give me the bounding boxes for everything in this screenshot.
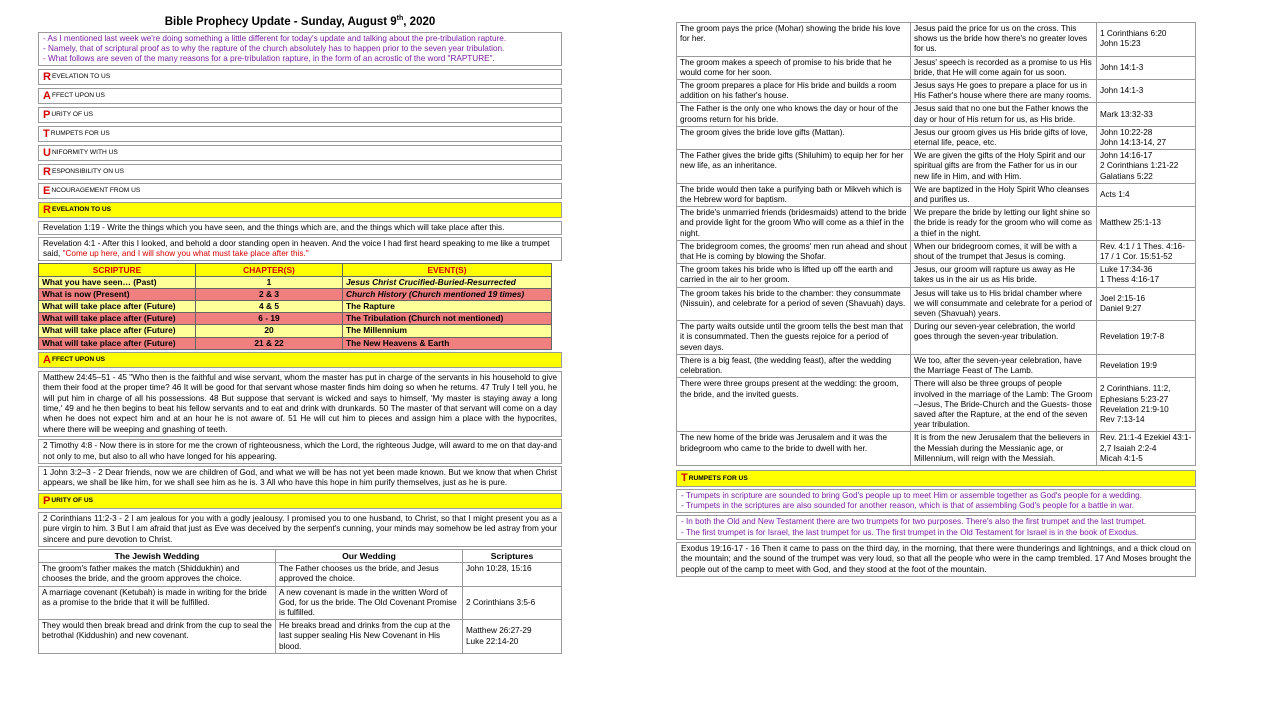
acrostic-item: R EVELATION TO US: [38, 69, 562, 85]
table-cell: The groom pays the price (Mohar) showing the bride his love for her.: [677, 23, 911, 57]
table-cell: John 14:1-3: [1097, 56, 1196, 79]
table-cell: 2 Corinthians 3:5-6: [463, 586, 562, 620]
table-header: CHAPTER(S): [196, 264, 343, 276]
table-cell: Matthew 25:1-13: [1097, 207, 1196, 241]
table-cell: Matthew 26:27-29 Luke 22:14-20: [463, 620, 562, 654]
table-row: [677, 321, 1196, 355]
section-heading-trumpets: T RUMPETS FOR US: [676, 470, 1196, 487]
table-cell: A marriage covenant (Ketubah) is made in writing for the bride as a promise to the bride that it will be fulfilled.: [39, 586, 276, 620]
trumpets-notes: [676, 489, 1196, 513]
table-cell: We prepare the bride by letting our light shine so the bride is ready for the groom who will come as a thief in the night.: [911, 207, 1097, 241]
table-row: [677, 432, 1196, 466]
acrostic-item: U NIFORMITY WITH US: [38, 145, 562, 161]
table-cell: The groom takes his bride to the chamber: they consummate (Nissuin), and celebrate for a period of seven (Shavuah) days.: [677, 287, 911, 321]
table-row: [677, 378, 1196, 432]
acrostic-item: E NCOURAGEMENT FROM US: [38, 183, 562, 199]
table-row: [39, 276, 552, 288]
acrostic-item: A FFECT UPON US: [38, 88, 562, 104]
revelation-schedule-table: [38, 263, 552, 349]
table-cell: The new home of the bride was Jerusalem and it was the bridegroom who came to the bride to dwell with her.: [677, 432, 911, 466]
trumpets-note: - Trumpets in the scriptures are also sounded for another reason, which is that of assembling God's people for a battle in war.: [681, 501, 1135, 511]
wedding-table: [38, 549, 562, 654]
table-header-row: [39, 264, 552, 276]
trumpets-notes: [676, 515, 1196, 539]
table-cell: Jesus will take us to His bridal chamber where we will consummate and celebrate for a period of seven (Shavuah) years.: [911, 287, 1097, 321]
table-cell: The groom makes a speech of promise to his bride that he would come for her soon.: [677, 56, 911, 79]
table-cell: Jesus paid the price for us on the cross. This shows us the bride how there's no greater loves for us.: [911, 23, 1097, 57]
table-cell: Jesus says He goes to prepare a place for us in His Father's house where there are many rooms.: [911, 80, 1097, 103]
table-cell: John 14:16-17 2 Corinthians 1:21-22 Galatians 5:22: [1097, 150, 1196, 184]
table-cell: 2 & 3: [196, 288, 343, 300]
table-row: [39, 288, 552, 300]
table-row: [677, 126, 1196, 149]
table-cell: During our seven-year celebration, the world goes through the seven-year tribulation.: [911, 321, 1097, 355]
section-heading-affect: A FFECT UPON US: [38, 352, 562, 368]
table-cell: 1: [196, 276, 343, 288]
table-cell: The bride would then take a purifying bath or Mikveh which is the Hebrew word for baptism.: [677, 183, 911, 206]
section-heading-revelation: R EVELATION TO US: [38, 202, 562, 218]
acrostic-item: T RUMPETS FOR US: [38, 126, 562, 142]
table-cell: Jesus' speech is recorded as a promise to us His bride, that He will come again for us soon.: [911, 56, 1097, 79]
table-cell: The bridegroom comes, the grooms' men run ahead and shout that He is coming by blowing the Shofar.: [677, 240, 911, 263]
revelation-1-19: Revelation 1:19 - Write the things which you have seen, and the things which are, and the things which will take place after this.: [38, 221, 562, 235]
table-header: Our Wedding: [276, 550, 463, 563]
wedding-table-continued: [676, 22, 1196, 466]
table-cell: The groom takes his bride who is lifted up off the earth and carried in the air to her groom.: [677, 264, 911, 287]
table-row: [39, 586, 562, 620]
table-cell: John 10:28, 15:16: [463, 563, 562, 586]
table-cell: 20: [196, 325, 343, 337]
table-cell: Jesus Christ Crucified-Buried-Resurrected: [343, 276, 552, 288]
table-row: [39, 337, 552, 349]
table-cell: We too, after the seven-year celebration, have the Marriage Feast of The Lamb.: [911, 354, 1097, 377]
john-3-passage: 1 John 3:2–3 - 2 Dear friends, now we are children of God, and what we will be has not yet been made known. But we know that when Christ appears, we shall be like him, for we shall see him as he is. 3 All who have this hope in him purify themselves, just as he is pure.: [38, 466, 562, 491]
table-cell: The Tribulation (Church not mentioned): [343, 313, 552, 325]
corinthians-11-passage: 2 Corinthians 11:2-3 - 2 I am jealous for you with a godly jealousy. I promised you to one husband, to Christ, so that I might present you as a pure virgin to him. 3 But I am afraid that just as Eve was deceived by the serpent's cunning, your minds may somehow be led astray from your sincere and pure devotion to Christ.: [38, 512, 562, 547]
table-cell: 2 Corinthians. 11:2, Ephesians 5:23-27 Revelation 21:9-10 Rev 7:13-14: [1097, 378, 1196, 432]
revelation-4-1: Revelation 4:1 - After this I looked, and behold a door standing open in heaven. And the voice I had first heard speaking to me like a trumpet said, "Come up here, and I will show you what must take place after this.": [38, 237, 562, 261]
table-cell: The groom prepares a place for His bride and builds a room addition on his father's house.: [677, 80, 911, 103]
table-cell: The Rapture: [343, 301, 552, 313]
table-cell: The New Heavens & Earth: [343, 337, 552, 349]
table-cell: The Father chooses us the bride, and Jesus approved the choice.: [276, 563, 463, 586]
trumpets-note: - The first trumpet is for Israel, the last trumpet for us. The first trumpet in the Old Testament for Israel is in the book of Exodus.: [681, 527, 1139, 537]
table-row: [677, 183, 1196, 206]
table-cell: John 14:1-3: [1097, 80, 1196, 103]
intro-note: - What follows are seven of the many reasons for a pre-tribulation rapture, in the form of an acrostic of the word "RAPTURE".: [43, 54, 495, 64]
table-cell: John 10:22-28 John 14:13-14, 27: [1097, 126, 1196, 149]
table-cell: What is now (Present): [39, 288, 196, 300]
table-cell: 1 Corinthians 6:20 John 15:23: [1097, 23, 1196, 57]
table-cell: What you have seen… (Past): [39, 276, 196, 288]
table-header: SCRIPTURE: [39, 264, 196, 276]
table-cell: Jesus, our groom will rapture us away as He takes us in the air us as His bride.: [911, 264, 1097, 287]
table-row: [677, 103, 1196, 126]
table-header-row: [39, 550, 562, 563]
table-cell: Joel 2:15-16 Daniel 9:27: [1097, 287, 1196, 321]
table-cell: Rev. 4:1 / 1 Thes. 4:16-17 / 1 Cor. 15:51-52: [1097, 240, 1196, 263]
table-cell: Revelation 19:7-8: [1097, 321, 1196, 355]
table-cell: Acts 1:4: [1097, 183, 1196, 206]
table-cell: The Father is the only one who knows the day or hour of the grooms return for his bride.: [677, 103, 911, 126]
trumpets-note: - Trumpets in scripture are sounded to bring God's people up to meet Him or assemble together as God's people for a wedding.: [681, 490, 1142, 500]
table-cell: A new covenant is made in the written Word of God, for us the bride. The Old Covenant Promise is fulfilled.: [276, 586, 463, 620]
table-row: [677, 150, 1196, 184]
table-row: [39, 563, 562, 586]
table-cell: The groom's father makes the match (Shiddukhin) and chooses the bride, and the groom approves the choice.: [39, 563, 276, 586]
table-cell: He breaks bread and drinks from the cup at the last supper sealing His New Covenant in His blood.: [276, 620, 463, 654]
table-cell: 6 - 19: [196, 313, 343, 325]
acrostic-item: P URITY OF US: [38, 107, 562, 123]
table-row: [39, 620, 562, 654]
table-cell: We are baptized in the Holy Spirit Who cleanses and purifies us.: [911, 183, 1097, 206]
table-row: [677, 354, 1196, 377]
table-cell: Revelation 19:9: [1097, 354, 1196, 377]
table-cell: 4 & 5: [196, 301, 343, 313]
left-page: [38, 12, 562, 654]
table-row: [677, 56, 1196, 79]
matthew-24-passage: Matthew 24:45–51 - 45 "Who then is the faithful and wise servant, whom the master has put in charge of the servants in his household to give them their food at the proper time? 46 It will be good for that servant whose master finds him doing so when he returns. 47 Truly I tell you, he will put him in charge of all his possessions. 48 But suppose that servant is wicked and says to himself, 'My master is staying away a long time,' 49 and he then begins to beat his fellow servants and to eat and drink with drunkards. 50 The master of that servant will come on a day when he does not expect him and at an hour he is not aware of. 51 He will cut him to pieces and assign him a place with the hypocrites, where there will be weeping and gnashing of teeth.: [38, 371, 562, 437]
table-cell: What will take place after (Future): [39, 313, 196, 325]
table-header: The Jewish Wedding: [39, 550, 276, 563]
table-cell: When our bridegroom comes, it will be with a shout of the trumpet that Jesus is coming.: [911, 240, 1097, 263]
table-header: Scriptures: [463, 550, 562, 563]
table-cell: What will take place after (Future): [39, 301, 196, 313]
table-cell: There is a big feast, (the wedding feast), after the wedding celebration.: [677, 354, 911, 377]
table-cell: It is from the new Jerusalem that the believers in the Messiah during the Messianic age, or Millennium, will reign with the Messiah.: [911, 432, 1097, 466]
table-header: EVENT(S): [343, 264, 552, 276]
table-row: [677, 23, 1196, 57]
table-cell: Jesus our groom gives us His bride gifts of love, eternal life, peace, etc.: [911, 126, 1097, 149]
table-row: [39, 313, 552, 325]
table-cell: Church History (Church mentioned 19 times): [343, 288, 552, 300]
table-cell: The Millennium: [343, 325, 552, 337]
intro-note: - As I mentioned last week we're doing something a little different for today's update and talking about the pre-tribulation rapture.: [43, 33, 507, 43]
acrostic-list: [38, 69, 562, 199]
table-cell: The groom gives the bride love gifts (Mattan).: [677, 126, 911, 149]
table-cell: There were three groups present at the wedding: the groom, the bride, and the invited guests.: [677, 378, 911, 432]
table-cell: What will take place after (Future): [39, 337, 196, 349]
table-row: [677, 264, 1196, 287]
table-row: [677, 287, 1196, 321]
table-cell: Luke 17:34-36 1 Thess 4:16-17: [1097, 264, 1196, 287]
section-heading-purity: P URITY OF US: [38, 493, 562, 509]
table-cell: There will also be three groups of people involved in the marriage of the Lamb: The Groom –Jesus, The Bride-Church and the Guests- those saved after the Rapture, at the end of the seven year tribulation.: [911, 378, 1097, 432]
table-row: [39, 325, 552, 337]
intro-notes: [38, 32, 562, 66]
exodus-19-passage: Exodus 19:16-17 - 16 Then it came to pass on the third day, in the morning, that there were thunderings and lightnings, and a thick cloud on the mountain; and the sound of the trumpet was very loud, so that all the people who were in the camp trembled. 17 And Moses brought the people out of the camp to meet with God, and they stood at the foot of the mountain.: [676, 542, 1196, 577]
table-cell: Rev. 21:1-4 Ezekiel 43:1-2,7 Isaiah 2:2-4 Micah 4:1-5: [1097, 432, 1196, 466]
table-cell: Jesus said that no one but the Father knows the day or hour of His return for us, as His bride.: [911, 103, 1097, 126]
page-title: Bible Prophecy Update - Sunday, August 9th, 2020: [164, 15, 436, 28]
table-cell: Mark 13:32-33: [1097, 103, 1196, 126]
table-row: [677, 240, 1196, 263]
table-cell: The bride's unmarried friends (bridesmaids) attend to the bride and provide light for the groom Who will come as a thief in the night.: [677, 207, 911, 241]
acrostic-item: R ESPONSIBILITY ON US: [38, 164, 562, 180]
table-row: [677, 207, 1196, 241]
timothy-4-passage: 2 Timothy 4:8 - Now there is in store for me the crown of righteousness, which the Lord, the righteous Judge, will award to me on that day-and not only to me, but also to all who have longed for his appearing.: [38, 439, 562, 464]
table-row: [677, 80, 1196, 103]
table-cell: We are given the gifts of the Holy Spirit and our spiritual gifts are from the Father for us in our new life in Him, and with Him.: [911, 150, 1097, 184]
table-cell: 21 & 22: [196, 337, 343, 349]
table-cell: What will take place after (Future): [39, 325, 196, 337]
trumpets-note: - In both the Old and New Testament there are two trumpets for two purposes. There's also the first trumpet and the last trumpet.: [681, 517, 1146, 527]
table-row: [39, 301, 552, 313]
table-cell: The Father gives the bride gifts (Shiluhim) to equip her for her new life, as an inheritance.: [677, 150, 911, 184]
intro-note: - Namely, that of scriptural proof as to why the rapture of the church absolutely has to happen prior to the seven year tribulation.: [43, 44, 505, 54]
table-cell: They would then break bread and drink from the cup to seal the betrothal (Kiddushin) and new covenant.: [39, 620, 276, 654]
right-page: [676, 22, 1196, 579]
table-cell: The party waits outside until the groom tells the best man that it is consummated. Then the guests rejoice for a period of seven days.: [677, 321, 911, 355]
